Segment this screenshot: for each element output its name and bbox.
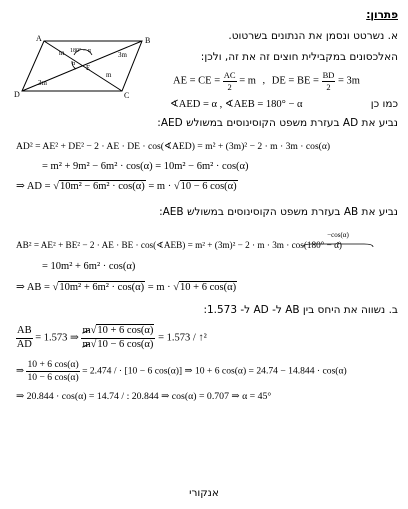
squared-num: 10 + 6 cos(α) (27, 359, 79, 370)
part-a-intro: א. נשרטט ונסמן את הנתונים בשרטוט. (228, 30, 398, 42)
eq1-frac-den: 2 (227, 81, 232, 92)
ratio-root-den-wrap: m√10 − 6 cos(α) (82, 338, 154, 350)
ad-line-1: AD² = AE² + DE² − 2 · AE · DE · cos(∢AED) = m² + (3m)² − 2 · m · 3m · cos(α) (16, 141, 331, 152)
ab-line-3-pre: ⇒ AB = (16, 282, 50, 293)
ad-line-3-mid: = m · (148, 181, 172, 192)
squared-den: 10 − 6 cos(α) (27, 371, 79, 383)
eq2-lhs: DE = BE = (271, 75, 319, 87)
segment-label-ae: m (59, 49, 65, 57)
ratio-tail: = 1.573 / ↑² (158, 332, 207, 344)
eq2-frac-num: BD (322, 70, 335, 80)
footer-author: אנקורי (189, 487, 219, 499)
parallelogram-diagram (14, 33, 164, 99)
label-b: B (145, 36, 151, 45)
eq2-frac-den: 2 (326, 81, 331, 92)
squared-fraction (26, 360, 79, 382)
label-a: A (36, 34, 42, 43)
label-c: C (124, 91, 130, 99)
ratio-root-num: 10 + 6 cos(α) (97, 325, 154, 336)
also-label: כמו כן (370, 98, 398, 110)
ab-line-1: AB² = AE² + BE² − 2 · AE · BE · cos(∢AEB) = m² + (3m)² − 2 · m · 3m · cos(180° − α) (16, 240, 342, 250)
ratio-line-3: ⇒ 20.844 · cos(α) = 14.74 / : 20.844 ⇒ cos(α) = 0.707 ⇒ α = 45° (16, 391, 272, 402)
segment-label-de: 3m (38, 79, 47, 87)
ratio-line-1 (16, 326, 207, 350)
eq2-rhs: = 3m (338, 75, 360, 87)
part-b-intro: ב. נשווה את היחס בין AB ל- AD ל- 1.573: (203, 304, 398, 316)
ad-line-3: ⇒ AD = √10m² − 6m² · cos(α) = m · √10 − 6 cos(α) (16, 181, 237, 192)
ratio-root-den: 10 − 6 cos(α) (97, 338, 154, 350)
angle-equations: ∢AED = α , ∢AEB = 180° − α (170, 99, 303, 110)
ad-root-1: 10m² − 6m² · cos(α) (59, 181, 145, 192)
ratio-line-2-tail: = 2.474 / · [10 − 6 cos(α)] ⇒ 10 + 6 cos(α) = 24.74 − 14.844 · cos(α) (82, 365, 347, 377)
ad-line-2: = m² + 9m² − 6m² · cos(α) = 10m² − 6m² · cos(α) (42, 161, 249, 172)
solution-heading: פתרון: (366, 9, 398, 21)
angle-label-aeb: 180° − α (70, 48, 91, 54)
segment-label-ec: m (106, 71, 112, 79)
ab-line-3-mid: = m · (147, 282, 171, 293)
ratio-fraction (16, 326, 33, 350)
ad-line-3-pre: ⇒ AD = (16, 181, 51, 192)
ab-root-1: 10m² + 6m² · cos(α) (59, 282, 145, 293)
ratio-eq: = 1.573 ⇒ (35, 332, 79, 344)
ab-line-3: ⇒ AB = √10m² + 6m² · cos(α) = m · √10 + 6 cos(α) (16, 282, 237, 293)
ratio-line-2 (16, 360, 347, 382)
ad-root-2: 10 − 6 cos(α) (180, 181, 237, 192)
ratio-root-num-wrap: m√10 + 6 cos(α) (81, 326, 155, 339)
label-d: D (14, 90, 20, 99)
ratio-root-fraction (81, 326, 155, 350)
eq1-rhs: = m (239, 75, 256, 87)
ratio-num: AB (16, 326, 33, 339)
ab-overbrace-label: −cos(α) (327, 231, 349, 239)
ab-root-2: 10 + 6 cos(α) (180, 282, 237, 293)
label-e: E (86, 64, 91, 72)
angle-label-aed: α (72, 61, 76, 67)
segment-label-eb: 3m (118, 51, 127, 59)
eq-separator: , (262, 75, 266, 87)
eq1-frac-num: AC (223, 70, 236, 80)
ratio-cancel-m-num: m (82, 325, 91, 336)
eq1-lhs: AE = CE = (173, 75, 221, 87)
ad-heading: נביע את AD בעזרת משפט הקוסינוסים במשולש AED: (157, 117, 398, 129)
ab-heading: נביע את AB בעזרת משפט הקוסינוסים במשולש AEB: (159, 206, 398, 218)
ab-line-2: = 10m² + 6m² · cos(α) (42, 261, 136, 272)
ratio-line-2-pre: ⇒ (16, 365, 25, 377)
ratio-den: AD (16, 338, 32, 350)
diagonals-fact: האלכסונים במקבילית חוצים זה את זה, ולכן: (200, 51, 398, 63)
ratio-cancel-m-den: m (82, 338, 91, 350)
eq1-fraction (223, 71, 237, 91)
eq2-fraction (322, 71, 336, 91)
midpoint-equations (173, 71, 360, 91)
